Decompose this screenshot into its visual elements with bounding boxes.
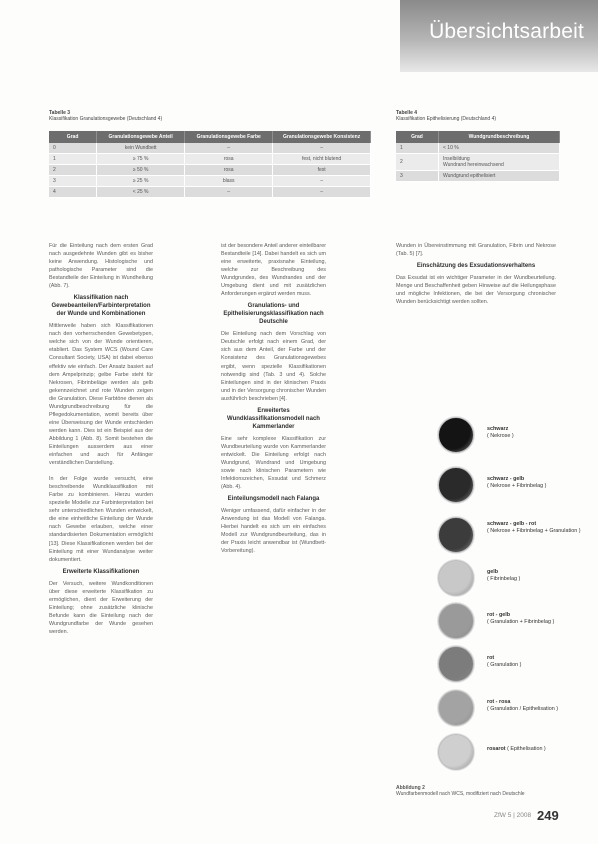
swatch-label: rosarot ( Epithelisation ) — [487, 746, 546, 752]
swatch-label: gelb ( Fibrinbelag ) — [487, 569, 521, 582]
paragraph: ist der besondere Anteil anderer einteilbarer Bestandteile [14]. Dabei handelt es sich um eine erweiterte, praxisnahe Einteilung, welche zur Beschreibung des Wundgrundes, des Wundrandes und der Umgebung dient und mit zusätzlichen Anforderungen ergänzt werden muss. — [221, 243, 326, 298]
table-cell: fest — [273, 165, 371, 176]
wound-color-swatch — [438, 517, 474, 553]
table-header-cell: Granulationsgewebe Farbe — [185, 131, 273, 143]
journal-issue: ZfW 5 | 2008 — [494, 812, 532, 819]
table-cell: – — [185, 143, 273, 154]
table-cell: blass — [185, 176, 273, 187]
table-row — [49, 154, 371, 165]
swatch-label: schwarz - gelb ( Nekrose + Fibrinbelag ) — [487, 476, 547, 489]
figure-caption — [396, 785, 546, 797]
figure-caption-text: Wundfarbenmodell nach WCS, modifiziert nach Deutschle — [396, 791, 525, 797]
table-row — [396, 143, 560, 154]
table-cell: ≥ 75 % — [97, 154, 185, 165]
wound-color-swatch — [438, 417, 474, 453]
paragraph: Weniger umfassend, dafür einfacher in der Anwendung ist das Modell von Falanga. Hierbei handelt es sich um ein einfaches Modell zur Wundgrundbeurteilung, das in der Praxis leicht anwendbar ist (Wundbett-Vorbereitung). — [221, 508, 326, 555]
swatch-label: rot - rosa ( Granulation / Epithelisation ) — [487, 699, 559, 712]
table-header-cell: Granulationsgewebe Konsistenz — [273, 131, 371, 143]
table-cell: 3 — [396, 171, 439, 182]
swatch-label: rot - gelb ( Granulation + Fibrinbelag ) — [487, 612, 555, 625]
text-column-2 — [221, 242, 326, 797]
table-cell: ≥ 50 % — [97, 165, 185, 176]
page-number: 249 — [537, 808, 559, 823]
table-cell: rosa — [185, 154, 273, 165]
granulation-table — [49, 131, 371, 198]
paragraph: Der Versuch, weitere Wundkonditionen über diese erweiterte Klassifikation zu ermöglichen, dient der Erweiterung der Einteilung; ohne zusätzliche klinische Befunde kann die Einteilung nach der Wundgrundfarbe der Wunde gesehen werden. — [49, 580, 153, 635]
figure-label: Abbildung 2 — [396, 785, 425, 791]
section-heading: Erweitertes Wundklassifikationsmodell nach Kammerlander — [227, 407, 320, 430]
table4-caption-text: Klassifikation Epithelisierung (Deutschland 4) — [396, 116, 497, 122]
wound-color-swatch — [438, 603, 474, 639]
paragraph: Eine sehr komplexe Klassifikation zur Wundbeurteilung wurde von Kammerlander entwickelt. Die Einteilung erfolgt nach Wundgrund, Wundrand und Umgebung sowie nach klinischen Parametern wie Infektionszeichen, Exsudat und Schmerz (Abb. 4). — [221, 435, 326, 491]
table-cell: < 10 % — [439, 143, 560, 154]
wound-color-swatch — [438, 734, 474, 770]
table-row — [49, 187, 371, 198]
paragraph: In der Folge wurde versucht, eine beschreibende Wundklassifikation mit Farbe zu kombinieren. Hierzu wurden spezielle Modelle zur Farbinterpretation bei sehr unterschiedlichen Wunden entwickelt, die eine einheitliche Einteilung der Wunde nach Gewebe erlauben, welche einer standardisierten Dokumentation ermöglicht [13]. Diese Klassifikationen werden bei der Einteilung mit einer Wundanalyse weiter dokumentiert. — [49, 476, 153, 563]
table-cell: fest, nicht blutend — [273, 154, 371, 165]
table-cell: – — [273, 143, 371, 154]
wound-color-swatch — [438, 646, 474, 682]
text-column-1 — [49, 242, 153, 797]
section-heading: Klassifikation nach Gewebeanteilen/Farbinterpretation der Wunde und Kombinationen — [51, 295, 151, 318]
table-cell: 1 — [396, 143, 439, 154]
table-cell-line: Wundrand hereinwachsend — [443, 162, 504, 168]
table-cell: ≥ 25 % — [97, 176, 185, 187]
wound-color-swatch — [438, 690, 474, 726]
table-header-cell: Granulationsgewebe Anteil — [97, 131, 185, 143]
section-heading: Einteilungsmodell nach Falanga — [227, 496, 320, 503]
section-title: Übersichtsarbeit — [429, 20, 584, 43]
paragraph: Die Einteilung nach dem Vorschlag von Deutschle erfolgt nach einem Grad, der sich aus dem Anteil, der Farbe und der Konsistenz des Granulationsgewebes ergibt, wenn spezielle Klassifikationen notwendig sind (Tab. 3 und 4). Solche Einteilungen sind in der klinischen Praxis und in der Versorgung chronischer Wunden ausführlich beschrieben [4]. — [221, 331, 326, 402]
wound-color-swatch — [438, 467, 474, 503]
table-row — [49, 143, 371, 154]
table-row — [396, 154, 560, 171]
table-cell: 1 — [49, 154, 97, 165]
table-cell: – — [185, 187, 273, 198]
table-cell: Wundgrund epithelisiert — [439, 171, 560, 182]
table-cell: – — [273, 176, 371, 187]
table-header-row — [49, 131, 371, 143]
paragraph: Wunden in Übereinstimmung mit Granulation, Fibrin und Nekrose (Tab. 5) [7]. — [396, 243, 556, 258]
swatch-label: schwarz ( Nekrose ) — [487, 426, 514, 439]
table-header-cell: Grad — [49, 131, 97, 143]
table-row — [49, 176, 371, 187]
table-row — [396, 171, 560, 182]
table-header-cell: Grad — [396, 131, 439, 143]
table4-caption — [396, 110, 496, 122]
swatch-label: schwarz - gelb - rot ( Nekrose + Fibrinbelag + Granulation ) — [487, 521, 581, 534]
table3-label: Tabelle 3 — [49, 110, 71, 116]
table-cell — [439, 154, 560, 171]
wound-color-swatch — [438, 560, 474, 596]
section-heading: Erweiterte Klassifikationen — [62, 568, 140, 575]
epithelisation-table — [396, 131, 560, 182]
table-header-row — [396, 131, 560, 143]
table-cell-line: Inselbildung — [443, 156, 470, 162]
paragraph: Mittlerweile haben sich Klassifikationen nach den vorherrschenden Gewebetypen, welche sich von der Wunde orientieren, etabliert. Das System WCS (Wound Care Consultant Society, USA) ist dabei ebenso effektiv wie einfach. Der Ansatz basiert auf dem Ampelprinzip; gelbe Farbe steht für Nekrosen, Fibrinbeläge werden als gelb gekennzeichnet und rote Wunden zeigen die Granulation. Diese Farbtöne dienen als Wundgrundbeschreibung für die Pflegedokumentation, womit bereits über eine Überweisung der Wunde entschieden werden kann. Dies ist ein Beispiel aus der Abbildung 1 (Abb. 8). Somit bestehen die Einteilungen ausserdem aus einer einfachen und auch für Anfänger verständlichen Darstellung. — [49, 323, 153, 467]
table3-caption-text: Klassifikation Granulationsgewebe (Deutschland 4) — [49, 116, 163, 122]
section-heading: Einschätzung des Exsudationsverhaltens — [416, 263, 536, 270]
table-cell: 2 — [49, 165, 97, 176]
table3-caption — [49, 110, 162, 122]
table4-label: Tabelle 4 — [396, 110, 418, 116]
table-header-cell: Wundgrundbeschreibung — [439, 131, 560, 143]
paragraph: Für die Einteilung nach dem ersten Grad nach ausgedehnte Wunden gibt es bisher keine Anwendung. Histologische und pathologische Parameter sind die Bestandteile der Einteilung in Wundheilung (Abb. 7). — [49, 243, 153, 290]
paragraph: Das Exsudat ist ein wichtiger Parameter in der Wundbeurteilung. Menge und Beschaffenheit geben Hinweise auf die Heilungsphase und mögliche Infektionen, die bei der Versorgung chronischer Wunden berücksichtigt werden sollten. — [396, 275, 556, 306]
table-cell: 2 — [396, 154, 439, 171]
section-heading: Granulations- und Epithelisierungsklassifikation nach Deutschle — [223, 303, 324, 326]
table-cell: < 25 % — [97, 187, 185, 198]
table-cell: rosa — [185, 165, 273, 176]
table-cell: 3 — [49, 176, 97, 187]
table-cell: 4 — [49, 187, 97, 198]
table-row — [49, 165, 371, 176]
table-cell: – — [273, 187, 371, 198]
table-cell: kein Wundbett — [97, 143, 185, 154]
swatch-label: rot ( Granulation ) — [487, 655, 522, 668]
text-column-3 — [396, 242, 556, 360]
table-cell: 0 — [49, 143, 97, 154]
